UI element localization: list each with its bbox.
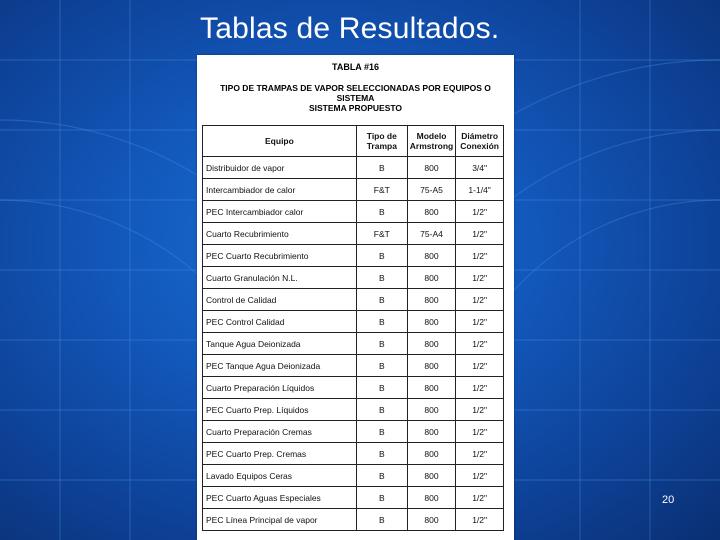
- cell-modelo: 800: [407, 399, 455, 421]
- results-table-sheet: [197, 55, 514, 540]
- cell-modelo: 800: [407, 289, 455, 311]
- cell-equipo: PEC Cuarto Recubrimiento: [203, 245, 357, 267]
- cell-modelo: 800: [407, 245, 455, 267]
- cell-tipo: F&T: [356, 179, 407, 201]
- cell-diametro: 1/2": [456, 267, 504, 289]
- table-row: [203, 509, 504, 531]
- cell-diametro: 3/4": [456, 157, 504, 179]
- table-row: [203, 377, 504, 399]
- cell-equipo: Distribuidor de vapor: [203, 157, 357, 179]
- table-row: [203, 157, 504, 179]
- cell-modelo: 75-A4: [407, 223, 455, 245]
- table-header-row: [203, 126, 504, 157]
- cell-modelo: 800: [407, 377, 455, 399]
- cell-modelo: 800: [407, 157, 455, 179]
- cell-diametro: 1/2": [456, 201, 504, 223]
- cell-tipo: B: [356, 289, 407, 311]
- cell-diametro: 1/2": [456, 443, 504, 465]
- cell-equipo: PEC Cuarto Aguas Especiales: [203, 487, 357, 509]
- table-row: [203, 289, 504, 311]
- steam-traps-table: [202, 125, 504, 531]
- header-diametro: Diámetro Conexión: [456, 126, 504, 157]
- cell-tipo: B: [356, 509, 407, 531]
- cell-tipo: B: [356, 421, 407, 443]
- cell-diametro: 1/2": [456, 333, 504, 355]
- table-row: [203, 179, 504, 201]
- table-row: [203, 465, 504, 487]
- cell-diametro: 1/2": [456, 377, 504, 399]
- table-title-line-3: SISTEMA PROPUESTO: [308, 103, 403, 113]
- cell-modelo: 800: [407, 311, 455, 333]
- cell-tipo: B: [356, 267, 407, 289]
- cell-diametro: 1/2": [456, 223, 504, 245]
- cell-diametro: 1/2": [456, 509, 504, 531]
- table-title-line-1: TIPO DE TRAMPAS DE VAPOR SELECCIONADAS POR EQUIPOS O: [220, 83, 491, 93]
- table-row: [203, 487, 504, 509]
- slide-title: Tablas de Resultados.: [200, 12, 500, 45]
- table-row: [203, 267, 504, 289]
- table-row: [203, 245, 504, 267]
- cell-modelo: 800: [407, 355, 455, 377]
- table-row: [203, 443, 504, 465]
- cell-tipo: F&T: [356, 223, 407, 245]
- cell-tipo: B: [356, 399, 407, 421]
- cell-diametro: 1/2": [456, 289, 504, 311]
- cell-diametro: 1-1/4": [456, 179, 504, 201]
- table-row: [203, 223, 504, 245]
- table-row: [203, 355, 504, 377]
- cell-equipo: Control de Calidad: [203, 289, 357, 311]
- cell-modelo: 800: [407, 267, 455, 289]
- cell-tipo: B: [356, 245, 407, 267]
- cell-modelo: 800: [407, 465, 455, 487]
- cell-equipo: PEC Intercambiador calor: [203, 201, 357, 223]
- header-modelo: Modelo Armstrong: [407, 126, 455, 157]
- cell-equipo: PEC Cuarto Prep. Líquidos: [203, 399, 357, 421]
- cell-diametro: 1/2": [456, 399, 504, 421]
- cell-equipo: PEC Línea Principal de vapor: [203, 509, 357, 531]
- cell-tipo: B: [356, 333, 407, 355]
- cell-diametro: 1/2": [456, 311, 504, 333]
- table-row: [203, 311, 504, 333]
- cell-modelo: 800: [407, 333, 455, 355]
- cell-equipo: Cuarto Preparación Líquidos: [203, 377, 357, 399]
- cell-tipo: B: [356, 487, 407, 509]
- cell-modelo: 800: [407, 443, 455, 465]
- header-tipo-trampa: Tipo de Trampa: [356, 126, 407, 157]
- table-row: [203, 333, 504, 355]
- cell-diametro: 1/2": [456, 465, 504, 487]
- cell-modelo: 800: [407, 201, 455, 223]
- cell-tipo: B: [356, 443, 407, 465]
- cell-equipo: PEC Tanque Agua Deionizada: [203, 355, 357, 377]
- cell-tipo: B: [356, 201, 407, 223]
- cell-tipo: B: [356, 311, 407, 333]
- cell-modelo: 800: [407, 487, 455, 509]
- cell-equipo: PEC Cuarto Prep. Cremas: [203, 443, 357, 465]
- header-equipo: Equipo: [203, 126, 357, 157]
- cell-equipo: Lavado Equipos Ceras: [203, 465, 357, 487]
- cell-tipo: B: [356, 377, 407, 399]
- cell-diametro: 1/2": [456, 245, 504, 267]
- cell-modelo: 800: [407, 509, 455, 531]
- cell-tipo: B: [356, 157, 407, 179]
- cell-modelo: 75-A5: [407, 179, 455, 201]
- cell-equipo: Intercambiador de calor: [203, 179, 357, 201]
- cell-modelo: 800: [407, 421, 455, 443]
- cell-diametro: 1/2": [456, 355, 504, 377]
- cell-tipo: B: [356, 355, 407, 377]
- page-number: 20: [662, 494, 675, 506]
- cell-equipo: Cuarto Granulación N.L.: [203, 267, 357, 289]
- cell-equipo: PEC Control Calidad: [203, 311, 357, 333]
- cell-tipo: B: [356, 465, 407, 487]
- table-number: TABLA #16: [331, 62, 379, 72]
- table-row: [203, 421, 504, 443]
- table-title-line-2: SISTEMA: [336, 93, 375, 103]
- cell-equipo: Cuarto Recubrimiento: [203, 223, 357, 245]
- table-row: [203, 201, 504, 223]
- cell-equipo: Tanque Agua Deionizada: [203, 333, 357, 355]
- cell-equipo: Cuarto Preparación Cremas: [203, 421, 357, 443]
- cell-diametro: 1/2": [456, 421, 504, 443]
- cell-diametro: 1/2": [456, 487, 504, 509]
- table-row: [203, 399, 504, 421]
